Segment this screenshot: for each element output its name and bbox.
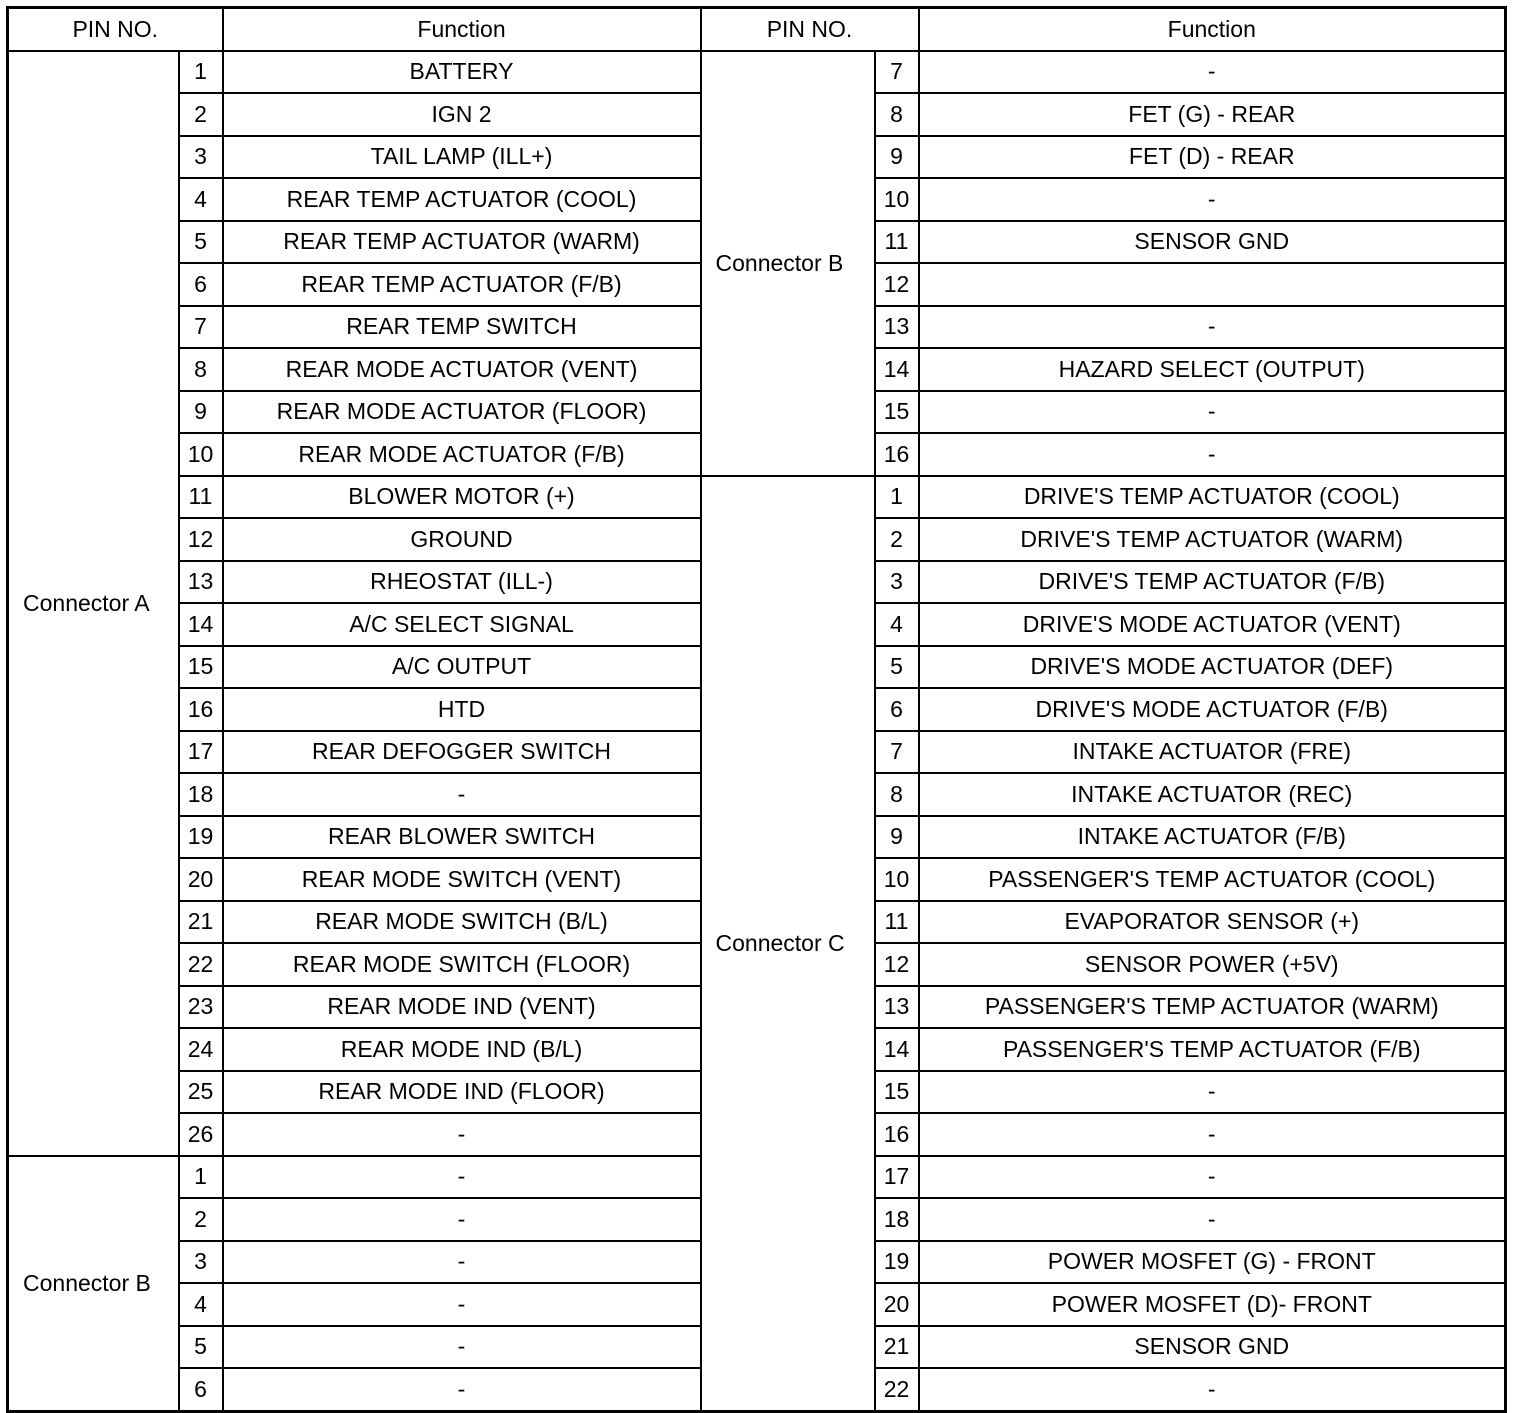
- pin-number: 13: [875, 306, 919, 349]
- pin-function: REAR MODE ACTUATOR (FLOOR): [223, 391, 701, 434]
- pin-function: IGN 2: [223, 93, 701, 136]
- pin-function: -: [919, 1198, 1506, 1241]
- pin-number: 24: [179, 1028, 223, 1071]
- pin-function: REAR MODE SWITCH (FLOOR): [223, 943, 701, 986]
- pin-number: 14: [875, 348, 919, 391]
- pin-function: INTAKE ACTUATOR (REC): [919, 773, 1506, 816]
- pin-function: SENSOR POWER (+5V): [919, 943, 1506, 986]
- pin-function: DRIVE'S MODE ACTUATOR (F/B): [919, 688, 1506, 731]
- header-function-right: Function: [919, 8, 1506, 51]
- pin-number: 3: [179, 1241, 223, 1284]
- pin-function: -: [223, 1326, 701, 1369]
- pin-function: DRIVE'S MODE ACTUATOR (DEF): [919, 646, 1506, 689]
- pin-function: [919, 263, 1506, 306]
- pin-function: EVAPORATOR SENSOR (+): [919, 901, 1506, 944]
- header-function-left: Function: [223, 8, 701, 51]
- pin-number: 20: [875, 1283, 919, 1326]
- pin-number: 8: [179, 348, 223, 391]
- left-connector-group-label: Connector B: [8, 1156, 179, 1412]
- pin-number: 2: [179, 1198, 223, 1241]
- pin-function: A/C OUTPUT: [223, 646, 701, 689]
- pin-function: POWER MOSFET (D)- FRONT: [919, 1283, 1506, 1326]
- pin-function: SENSOR GND: [919, 221, 1506, 264]
- pin-function: -: [919, 1113, 1506, 1156]
- pin-function: -: [223, 1368, 701, 1411]
- pin-function: PASSENGER'S TEMP ACTUATOR (COOL): [919, 858, 1506, 901]
- pin-number: 9: [875, 136, 919, 179]
- pin-function: -: [223, 1283, 701, 1326]
- table-header-row: [8, 8, 1506, 51]
- pin-function: REAR TEMP ACTUATOR (COOL): [223, 178, 701, 221]
- pin-number: 5: [875, 646, 919, 689]
- pin-number: 6: [875, 688, 919, 731]
- pin-function: -: [919, 51, 1506, 94]
- pin-number: 15: [875, 391, 919, 434]
- pin-number: 12: [179, 518, 223, 561]
- pin-function: -: [919, 391, 1506, 434]
- pin-number: 21: [179, 901, 223, 944]
- pin-function: INTAKE ACTUATOR (FRE): [919, 731, 1506, 774]
- pin-number: 13: [875, 986, 919, 1029]
- pin-number: 2: [875, 518, 919, 561]
- pin-function: RHEOSTAT (ILL-): [223, 561, 701, 604]
- pin-number: 15: [179, 646, 223, 689]
- pin-function: REAR MODE IND (B/L): [223, 1028, 701, 1071]
- pin-number: 19: [179, 816, 223, 859]
- header-pin-no-left: PIN NO.: [8, 8, 223, 51]
- pin-function: PASSENGER'S TEMP ACTUATOR (F/B): [919, 1028, 1506, 1071]
- pin-number: 16: [179, 688, 223, 731]
- pin-number: 25: [179, 1071, 223, 1114]
- pin-number: 7: [875, 51, 919, 94]
- pin-number: 20: [179, 858, 223, 901]
- pin-number: 6: [179, 263, 223, 306]
- pin-function: DRIVE'S TEMP ACTUATOR (WARM): [919, 518, 1506, 561]
- pin-number: 7: [179, 306, 223, 349]
- header-pin-no-right: PIN NO.: [701, 8, 919, 51]
- table-row: [8, 51, 1506, 94]
- pin-function: REAR MODE IND (FLOOR): [223, 1071, 701, 1114]
- pin-function: GROUND: [223, 518, 701, 561]
- pin-number: 14: [875, 1028, 919, 1071]
- pin-number: 23: [179, 986, 223, 1029]
- pin-number: 3: [875, 561, 919, 604]
- pin-number: 1: [179, 1156, 223, 1199]
- pin-number: 12: [875, 263, 919, 306]
- table-row: [8, 476, 1506, 519]
- pin-number: 26: [179, 1113, 223, 1156]
- pin-function: A/C SELECT SIGNAL: [223, 603, 701, 646]
- pin-function: REAR DEFOGGER SWITCH: [223, 731, 701, 774]
- pin-function: REAR MODE IND (VENT): [223, 986, 701, 1029]
- pin-function: REAR TEMP ACTUATOR (WARM): [223, 221, 701, 264]
- pin-function: TAIL LAMP (ILL+): [223, 136, 701, 179]
- pin-function: REAR MODE SWITCH (B/L): [223, 901, 701, 944]
- pin-function: REAR MODE ACTUATOR (F/B): [223, 433, 701, 476]
- pin-function: PASSENGER'S TEMP ACTUATOR (WARM): [919, 986, 1506, 1029]
- pin-number: 22: [179, 943, 223, 986]
- pin-function: DRIVE'S MODE ACTUATOR (VENT): [919, 603, 1506, 646]
- pin-number: 1: [179, 51, 223, 94]
- pin-function: FET (D) - REAR: [919, 136, 1506, 179]
- right-connector-group-label: Connector C: [701, 476, 875, 1412]
- pin-function: BATTERY: [223, 51, 701, 94]
- pin-function: -: [223, 1113, 701, 1156]
- pin-number: 14: [179, 603, 223, 646]
- pin-number: 16: [875, 1113, 919, 1156]
- pin-function: -: [919, 433, 1506, 476]
- pin-number: 19: [875, 1241, 919, 1284]
- pin-number: 8: [875, 773, 919, 816]
- pin-function: HTD: [223, 688, 701, 731]
- pin-function: -: [223, 1241, 701, 1284]
- pin-number: 11: [875, 901, 919, 944]
- pin-function: REAR TEMP ACTUATOR (F/B): [223, 263, 701, 306]
- pin-function: -: [919, 1156, 1506, 1199]
- pin-number: 2: [179, 93, 223, 136]
- pin-function: -: [919, 178, 1506, 221]
- pin-function: REAR BLOWER SWITCH: [223, 816, 701, 859]
- pin-function: INTAKE ACTUATOR (F/B): [919, 816, 1506, 859]
- pin-number: 3: [179, 136, 223, 179]
- pin-function: POWER MOSFET (G) - FRONT: [919, 1241, 1506, 1284]
- pin-number: 4: [875, 603, 919, 646]
- pin-number: 1: [875, 476, 919, 519]
- pin-number: 5: [179, 221, 223, 264]
- pin-function: REAR MODE SWITCH (VENT): [223, 858, 701, 901]
- pin-number: 9: [179, 391, 223, 434]
- pin-number: 5: [179, 1326, 223, 1369]
- pin-function: -: [223, 1198, 701, 1241]
- pin-number: 7: [875, 731, 919, 774]
- pin-number: 10: [875, 858, 919, 901]
- pin-number: 11: [875, 221, 919, 264]
- pin-number: 8: [875, 93, 919, 136]
- pin-number: 21: [875, 1326, 919, 1369]
- pin-number: 9: [875, 816, 919, 859]
- pin-number: 6: [179, 1368, 223, 1411]
- pin-number: 12: [875, 943, 919, 986]
- pin-number: 18: [179, 773, 223, 816]
- table-body: [8, 51, 1506, 1412]
- pin-number: 4: [179, 178, 223, 221]
- pin-number: 16: [875, 433, 919, 476]
- pin-function: DRIVE'S TEMP ACTUATOR (F/B): [919, 561, 1506, 604]
- pin-number: 17: [179, 731, 223, 774]
- pin-number: 18: [875, 1198, 919, 1241]
- pin-function: REAR MODE ACTUATOR (VENT): [223, 348, 701, 391]
- pin-function: -: [223, 1156, 701, 1199]
- pin-function: -: [919, 1368, 1506, 1411]
- right-connector-group-label: Connector B: [701, 51, 875, 476]
- pin-function: REAR TEMP SWITCH: [223, 306, 701, 349]
- pin-function: HAZARD SELECT (OUTPUT): [919, 348, 1506, 391]
- pin-function: BLOWER MOTOR (+): [223, 476, 701, 519]
- pin-number: 10: [179, 433, 223, 476]
- pin-function: -: [919, 1071, 1506, 1114]
- pin-number: 10: [875, 178, 919, 221]
- connector-pin-table: [6, 6, 1507, 1413]
- pin-function: SENSOR GND: [919, 1326, 1506, 1369]
- pin-number: 17: [875, 1156, 919, 1199]
- pin-function: -: [919, 306, 1506, 349]
- left-connector-group-label: Connector A: [8, 51, 179, 1156]
- pin-number: 13: [179, 561, 223, 604]
- pin-function: DRIVE'S TEMP ACTUATOR (COOL): [919, 476, 1506, 519]
- pin-number: 22: [875, 1368, 919, 1411]
- pin-function: FET (G) - REAR: [919, 93, 1506, 136]
- pin-function: -: [223, 773, 701, 816]
- pin-number: 11: [179, 476, 223, 519]
- pin-number: 4: [179, 1283, 223, 1326]
- pin-number: 15: [875, 1071, 919, 1114]
